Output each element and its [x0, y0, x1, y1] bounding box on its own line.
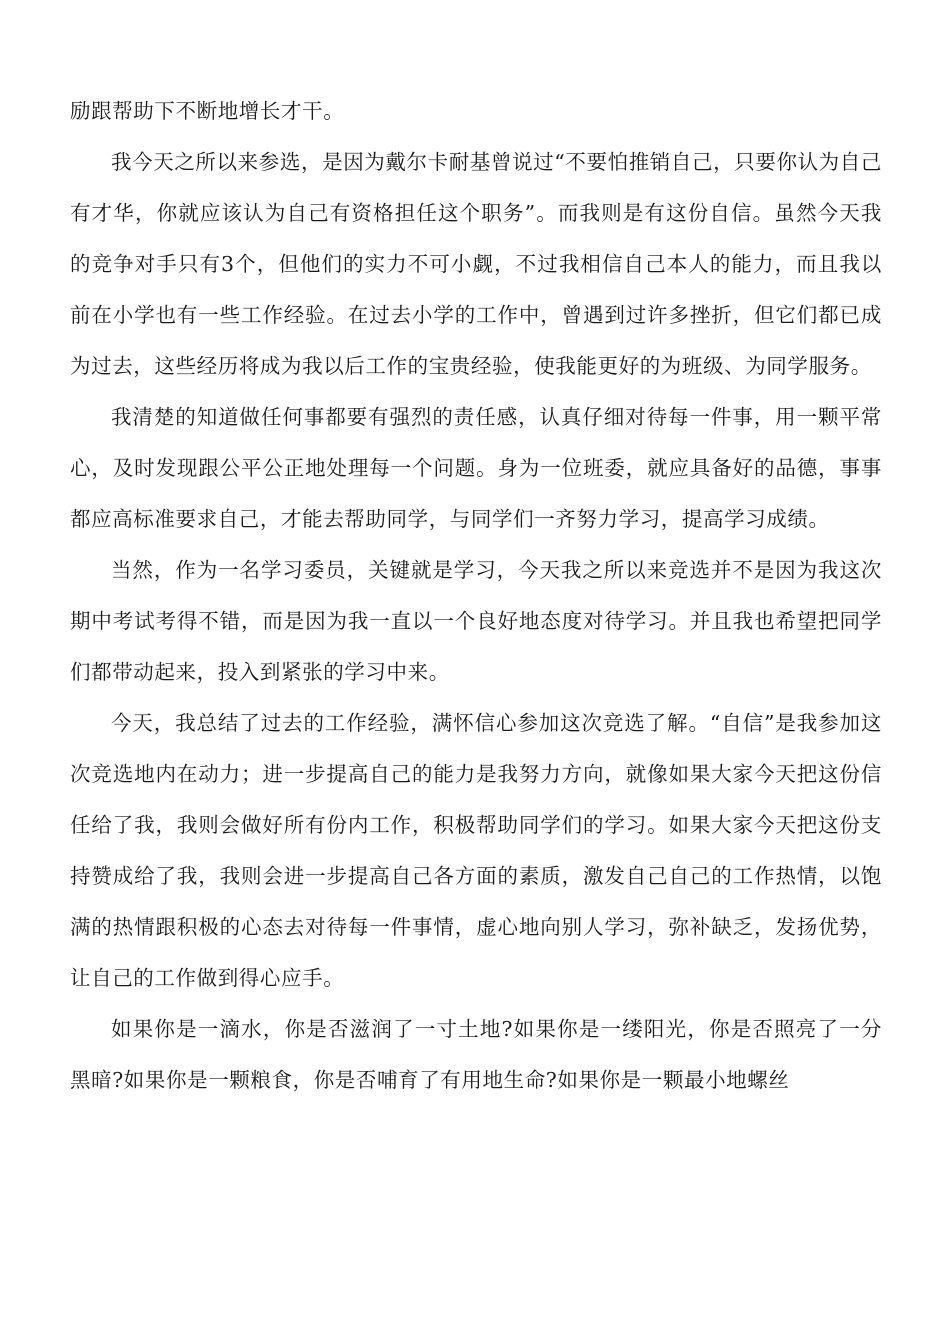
paragraph-confidence: 今天，我总结了过去的工作经验，满怀信心参加这次竞选了解。“自信”是我参加这次竞选地内在动力；进一步提高自己的能力是我努力方向，就像如果大家今天把这份信任给了我，我则会做好所有份内工作，积极帮助同学们的学习。如果大家今天把这份支持赞成给了我，我则会进一步提高自己各方面的素质，激发自己自己的工作热情，以饱满的热情跟积极的心态去对待每一件事情，虚心地向别人学习，弥补缺乏，发扬优势，让自己的工作做到得心应手。: [70, 711, 882, 990]
paragraph-continuation: 励跟帮助下不断地增长才干。: [70, 99, 345, 123]
paragraph-reason-for-running: 我今天之所以来参选，是因为戴尔卡耐基曾说过“不要怕推销自己，只要你认为自己有才华，你就应该认为自己有资格担任这个职务”。而我则是有这份自信。虽然今天我的竞争对手只有3个，但他们的实力不可小觑，不过我相信自己本人的能力，而且我以前在小学也有一些工作经验。在过去小学的工作中，曾遇到过许多挫折，但它们都已成为过去，这些经历将成为我以后工作的宝贵经验，使我能更好的为班级、为同学服务。: [70, 150, 882, 378]
paragraph-responsibility: 我清楚的知道做任何事都要有强烈的责任感，认真仔细对待每一件事，用一颗平常心，及时发现跟公平公正地处理每一个问题。身为一位班委，就应具备好的品德，事事都应高标准要求自己，才能去帮助同学，与同学们一齐努力学习，提高学习成绩。: [70, 405, 882, 531]
paragraph-metaphor: 如果你是一滴水，你是否滋润了一寸土地?如果你是一缕阳光，你是否照亮了一分黑暗?如果你是一颗粮食，你是否哺育了有用地生命?如果你是一颗最小地螺丝: [70, 1017, 882, 1092]
document-body: [70, 86, 882, 1106]
paragraph-study-committee: 当然，作为一名学习委员，关键就是学习，今天我之所以来竞选并不是因为我这次期中考试考得不错，而是因为我一直以一个良好地态度对待学习。并且我也希望把同学们都带动起来，投入到紧张的学习中来。: [70, 558, 882, 684]
